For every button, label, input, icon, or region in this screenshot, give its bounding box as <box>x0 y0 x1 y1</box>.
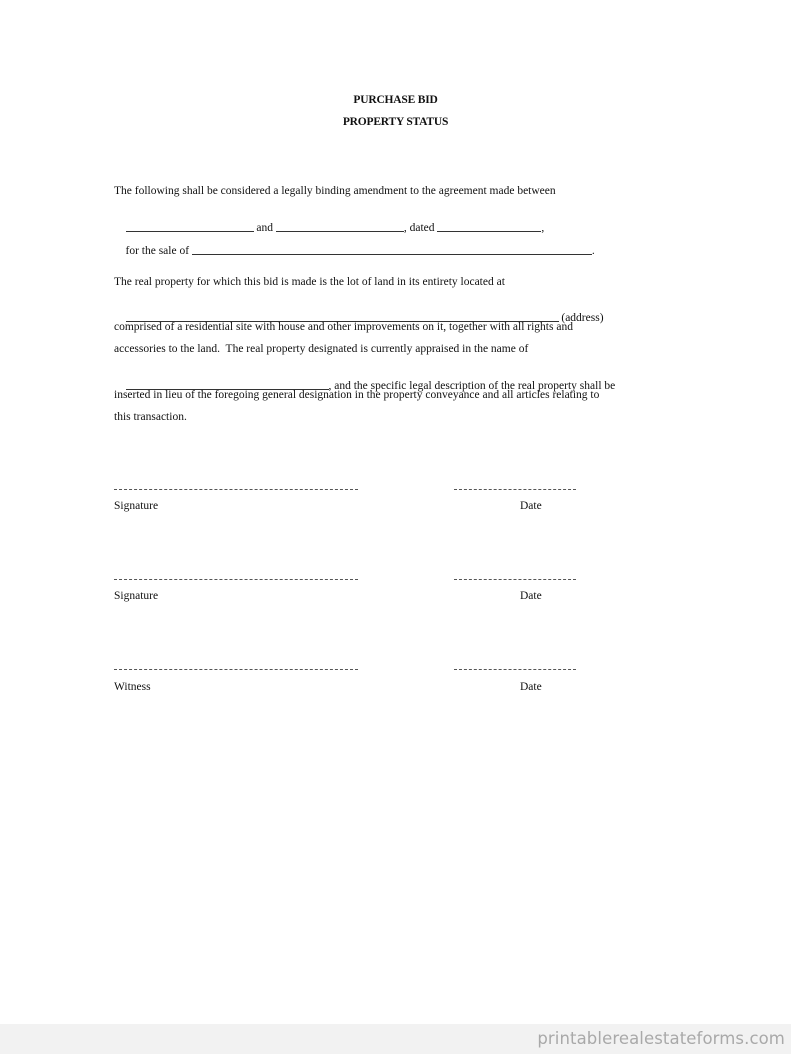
paragraph1-line1: The following shall be considered a legally binding amendment to the agreement made between <box>114 185 556 197</box>
paragraph2-line7: this transaction. <box>114 411 187 423</box>
legal-description-text: , and the specific legal description of the real property shall be <box>328 380 616 392</box>
paragraph2-line4: accessories to the land. The real property designated is currently appraised in the name of <box>114 343 529 355</box>
comma-text: , <box>541 222 545 234</box>
signature-line-2[interactable] <box>114 579 358 580</box>
period-text: . <box>591 245 595 257</box>
paragraph2-line3: comprised of a residential site with house and other improvements on it, together with all rights and <box>114 321 573 333</box>
sale-of-text: for the sale of <box>125 245 192 257</box>
witness-line[interactable] <box>114 669 358 670</box>
witness-label: Witness <box>114 681 151 693</box>
signature-label-1: Signature <box>114 500 159 512</box>
document-title: PURCHASE BID <box>353 94 438 106</box>
address-label: (address) <box>558 312 604 324</box>
date-line-2[interactable] <box>454 579 576 580</box>
and-text: and <box>253 222 276 234</box>
signature-line-1[interactable] <box>114 489 358 490</box>
paragraph2-line6: inserted in lieu of the foregoing general designation in the property conveyance and all articles relating to <box>114 389 600 401</box>
sale-item-field[interactable] <box>192 244 592 255</box>
document-subtitle: PROPERTY STATUS <box>342 116 449 128</box>
paragraph2-line1: The real property for which this bid is made is the lot of land in its entirety located at <box>114 276 505 288</box>
dated-text: , dated <box>403 222 438 234</box>
date-line-3[interactable] <box>454 669 576 670</box>
date-label-2: Date <box>520 590 542 602</box>
signature-label-2: Signature <box>114 590 159 602</box>
watermark-text: printablerealestateforms.com <box>537 1029 785 1048</box>
date-label-1: Date <box>520 500 542 512</box>
footer-bar <box>0 1024 791 1054</box>
date-label-3: Date <box>520 681 542 693</box>
paragraph1-line3 <box>114 230 595 272</box>
date-line-1[interactable] <box>454 489 576 490</box>
